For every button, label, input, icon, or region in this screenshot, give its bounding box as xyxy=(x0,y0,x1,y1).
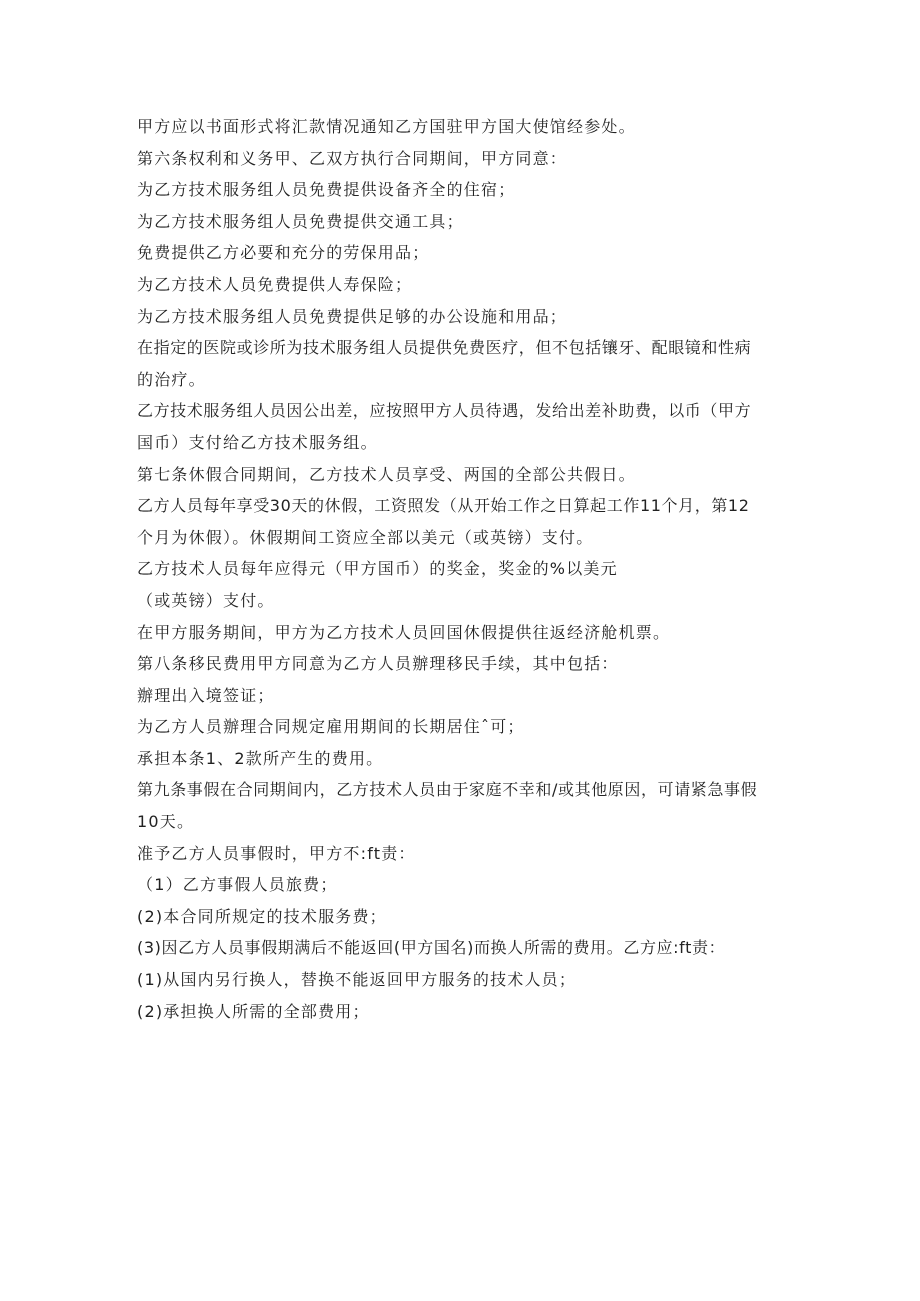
paragraph-line: 为乙方技术服务组人员免费提供设备齐全的住宿； xyxy=(137,180,516,200)
paragraph-line: 乙方技术人员每年应得元（甲方国币）的奖金，奖金的%以美元 xyxy=(137,559,618,579)
paragraph-line: (2)承担换人所需的全部费用； xyxy=(137,1001,370,1021)
paragraph-line: 免费提供乙方必要和充分的劳保用品； xyxy=(137,243,430,263)
paragraph-line: 为乙方人员辦理合同规定雇用期间的长期居住ˆ可； xyxy=(137,717,525,737)
document-body xyxy=(137,111,783,1027)
paragraph-line: 在甲方服务期间，甲方为乙方技术人员回国休假提供往返经济舱机票。 xyxy=(137,622,671,642)
paragraph-line: 个月为休假）。休假期间工资应全部以美元（或英镑）支付。 xyxy=(137,527,594,547)
paragraph-line: (1)从国内另行换人，替换不能返回甲方服务的技术人员； xyxy=(137,970,577,990)
paragraph-line: 在指定的医院或诊所为技术服务组人员提供免费医疗，但不包括镶牙、配眼镜和性病 xyxy=(137,338,752,358)
paragraph-line: （1）乙方事假人员旅费； xyxy=(137,875,338,895)
paragraph-line: （或英镑）支付。 xyxy=(137,590,275,610)
paragraph-line: (2)本合同所规定的技术服务费； xyxy=(137,906,387,926)
paragraph-line: 的治疗。 xyxy=(137,369,206,389)
article-9-heading: 第九条事假在合同期间内，乙方技术人员由于家庭不幸和/或其他原因，可请紧急事假 xyxy=(137,780,758,800)
paragraph-line: 辦理出入境签证； xyxy=(137,685,275,705)
paragraph-line: 国币）支付给乙方技术服务组。 xyxy=(137,432,378,452)
paragraph-line: 为乙方技术人员免费提供人寿保险； xyxy=(137,274,413,294)
article-8-heading: 第八条移民费用甲方同意为乙方人员辦理移民手续，其中包括： xyxy=(137,654,619,674)
paragraph-line: 10天。 xyxy=(137,812,195,832)
paragraph-line: (3)因乙方人员事假期满后不能返回(甲方国名)而换人所需的费用。乙方应:ft责： xyxy=(137,938,726,958)
paragraph-line: 乙方技术服务组人员因公出差，应按照甲方人员待遇，发给出差补助费，以币（甲方 xyxy=(137,401,752,421)
paragraph-line: 为乙方技术服务组人员免费提供交通工具； xyxy=(137,211,464,231)
paragraph-line: 乙方人员每年享受30天的休假，工资照发（从开始工作之日算起工作11个月，第12 xyxy=(137,496,750,516)
paragraph-line: 为乙方技术服务组人员免费提供足够的办公设施和用品； xyxy=(137,306,568,326)
paragraph-line: 甲方应以书面形式将汇款情况通知乙方国驻甲方国大使馆经参处。 xyxy=(137,117,636,136)
paragraph-line: 承担本条1、2款所产生的费用。 xyxy=(137,748,384,768)
article-7-heading: 第七条休假合同期间，乙方技术人员享受、两国的全部公共假日。 xyxy=(137,464,636,484)
article-6-heading: 第六条权利和义务甲、乙双方执行合同期间，甲方同意： xyxy=(137,148,568,168)
paragraph-line: 准予乙方人员事假时，甲方不:ft责： xyxy=(137,843,416,863)
